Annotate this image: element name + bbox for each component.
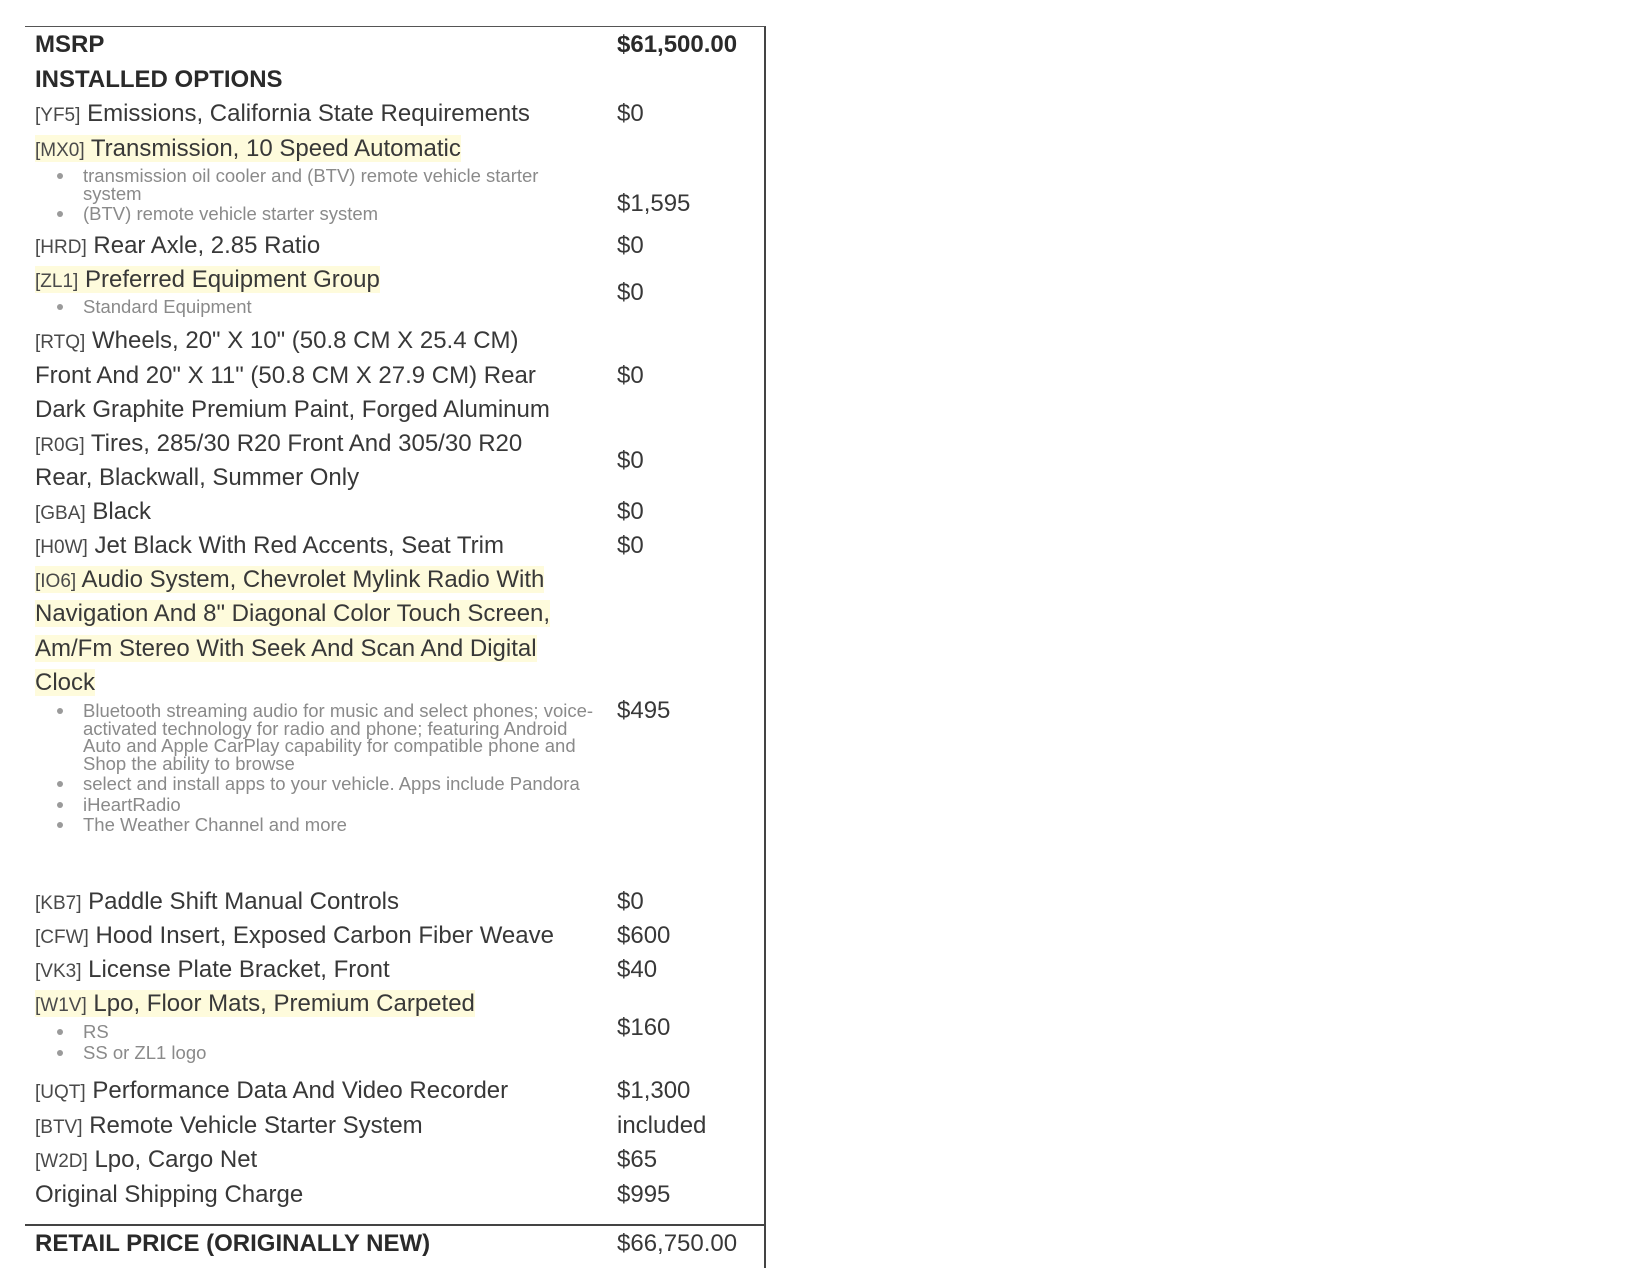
option-description: Wheels, 20" X 10" (50.8 CM X 25.4 CM) (92, 327, 519, 354)
option-code: [H0W] (35, 537, 88, 558)
option-description: Rear Axle, 2.85 Ratio (93, 232, 321, 259)
option-code: [IO6] (35, 571, 77, 592)
installed-options-heading: INSTALLED OPTIONS (35, 66, 283, 93)
msrp-label: MSRP (35, 31, 105, 58)
option-code: [W1V] (35, 995, 87, 1016)
option-code: [UQT] (35, 1082, 86, 1103)
option-code: [ZL1] (35, 271, 79, 292)
option-feature: Bluetooth streaming audio for music and select phones; voice-activated technology for radio and phone; featuring Android Auto and Apple CarPlay capability for compatible phone and Shop the ability to browse (35, 702, 595, 772)
option-description: Emissions, California State Requirements (87, 100, 530, 127)
option-code: [R0G] (35, 435, 85, 456)
option-price: $0 (617, 279, 644, 306)
option-code: [MX0] (35, 140, 85, 161)
option-description-line: Dark Graphite Premium Paint, Forged Aluminum (35, 396, 550, 423)
option-feature: SS or ZL1 logo (35, 1044, 595, 1062)
option-description: Hood Insert, Exposed Carbon Fiber Weave (95, 922, 554, 949)
option-description: Paddle Shift Manual Controls (88, 888, 399, 915)
shipping-label: Original Shipping Charge (35, 1181, 304, 1208)
option-feature: RS (35, 1023, 595, 1041)
option-code: [GBA] (35, 503, 86, 524)
option-feature-list (35, 167, 595, 226)
option-feature-list (35, 298, 595, 319)
option-price: $160 (617, 1014, 671, 1041)
option-code: [W2D] (35, 1151, 88, 1172)
option-price: $600 (617, 922, 671, 949)
option-feature-list (35, 702, 595, 837)
option-description: Black (92, 498, 152, 525)
option-price: $1,300 (617, 1077, 691, 1104)
option-code: [RTQ] (35, 332, 86, 353)
option-description-line: Rear, Blackwall, Summer Only (35, 464, 360, 491)
window-sticker-price-sheet (25, 26, 766, 1268)
option-description: Lpo, Floor Mats, Premium Carpeted (93, 990, 475, 1017)
option-description-line: Clock (35, 669, 96, 696)
option-feature: select and install apps to your vehicle. Apps include Pandora (35, 775, 595, 793)
option-description-line: Front And 20" X 11" (50.8 CM X 27.9 CM) Rear (35, 362, 536, 389)
option-price: $495 (617, 697, 671, 724)
option-description-line: Am/Fm Stereo With Seek And Scan And Digital (35, 635, 537, 662)
option-description: Lpo, Cargo Net (94, 1146, 258, 1173)
option-feature: transmission oil cooler and (BTV) remote vehicle starter system (35, 167, 595, 202)
option-description: Preferred Equipment Group (84, 266, 380, 293)
option-price: $0 (617, 888, 644, 915)
option-description: License Plate Bracket, Front (88, 956, 390, 983)
option-price: $0 (617, 447, 644, 474)
option-feature-list (35, 1023, 595, 1064)
option-price: $0 (617, 232, 644, 259)
option-description: Audio System, Chevrolet Mylink Radio With (81, 566, 545, 593)
option-code: [BTV] (35, 1117, 83, 1138)
option-code: [HRD] (35, 237, 87, 258)
option-price: $0 (617, 100, 644, 127)
option-code: [YF5] (35, 105, 81, 126)
option-feature: (BTV) remote vehicle starter system (35, 205, 595, 223)
msrp-price: $61,500.00 (617, 31, 738, 58)
option-description-line: Navigation And 8" Diagonal Color Touch Screen, (35, 600, 551, 627)
option-description: Transmission, 10 Speed Automatic (90, 135, 461, 162)
retail-price-label: RETAIL PRICE (ORIGINALLY NEW) (35, 1230, 431, 1257)
option-price: included (617, 1112, 707, 1139)
option-code: [KB7] (35, 893, 82, 914)
option-price: $65 (617, 1146, 658, 1173)
option-feature: Standard Equipment (35, 298, 595, 316)
option-price: $0 (617, 498, 644, 525)
option-feature: iHeartRadio (35, 796, 595, 814)
option-code: [VK3] (35, 961, 82, 982)
option-price: $0 (617, 362, 644, 389)
option-price: $40 (617, 956, 658, 983)
option-code: [CFW] (35, 927, 89, 948)
option-description: Remote Vehicle Starter System (89, 1112, 423, 1139)
option-price: $0 (617, 532, 644, 559)
option-description: Performance Data And Video Recorder (92, 1077, 509, 1104)
retail-price-value: $66,750.00 (617, 1230, 738, 1257)
option-description: Tires, 285/30 R20 Front And 305/30 R20 (90, 430, 523, 457)
option-feature: The Weather Channel and more (35, 816, 595, 834)
option-description: Jet Black With Red Accents, Seat Trim (94, 532, 504, 559)
shipping-price: $995 (617, 1181, 671, 1208)
option-price: $1,595 (617, 190, 691, 217)
